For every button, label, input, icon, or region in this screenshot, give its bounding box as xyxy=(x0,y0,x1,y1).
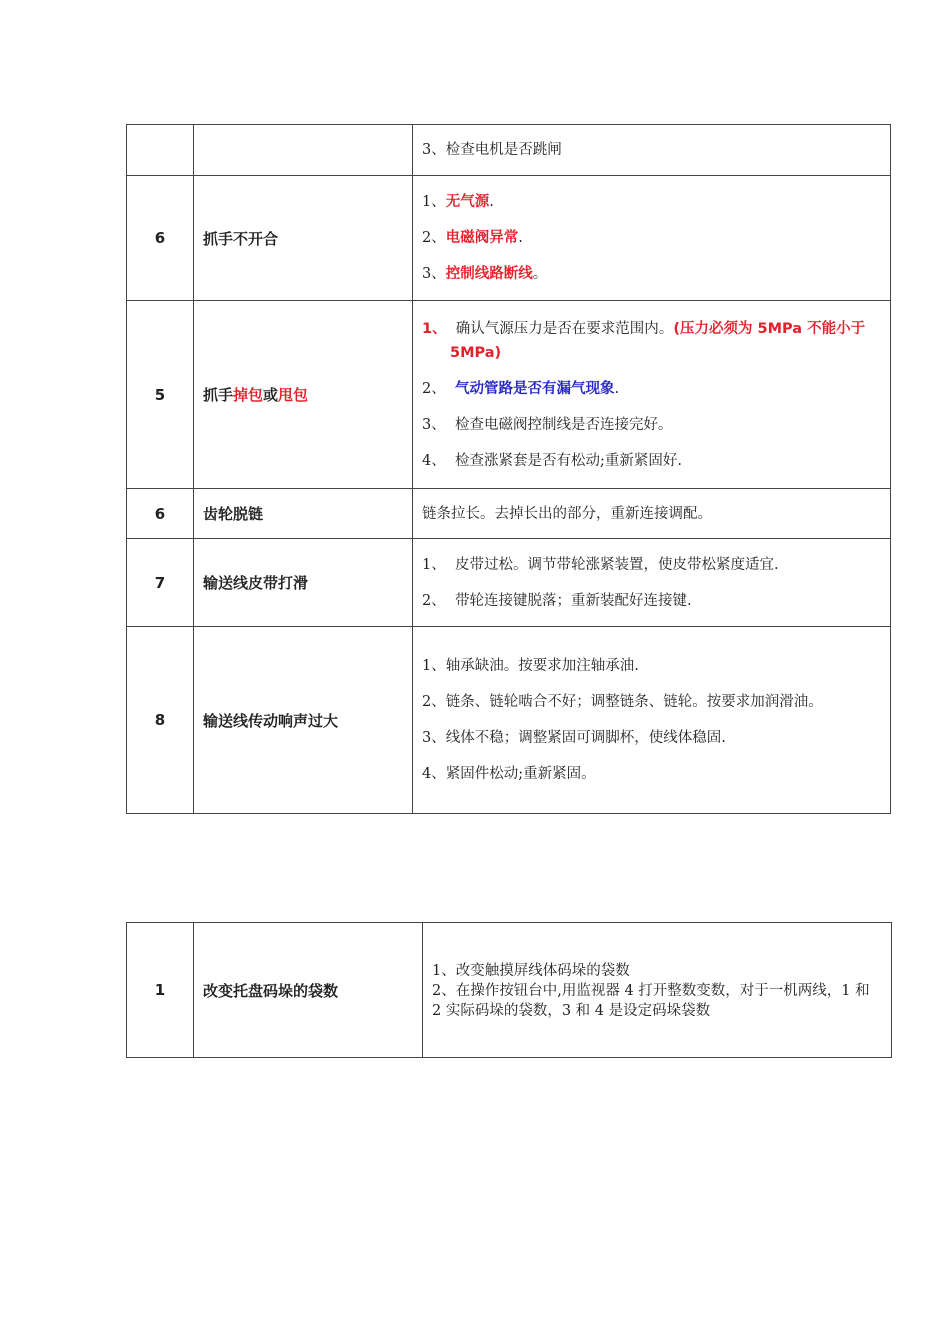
step-text: 3、线体不稳；调整紧固可调脚杯，使线体稳固. xyxy=(422,730,726,746)
fault-name: 输送线传动响声过大 xyxy=(194,627,413,814)
step-text: 气动管路是否有漏气现象 xyxy=(454,380,615,397)
stacking-table xyxy=(126,922,892,1058)
table-row xyxy=(127,627,891,814)
fault-name xyxy=(194,301,413,489)
solution-cell xyxy=(413,176,891,301)
step-text: 控制线路断线 xyxy=(445,266,533,282)
solution-step xyxy=(422,502,880,526)
step-text: 电磁阀异常 xyxy=(445,230,519,246)
step-text: 3、 xyxy=(422,266,446,282)
fault-text: 掉包 xyxy=(233,386,264,404)
table-row xyxy=(127,489,891,539)
solution-step xyxy=(422,726,880,750)
step-text: 2、 xyxy=(422,230,446,246)
solution-cell xyxy=(413,539,891,627)
solution-cell xyxy=(413,489,891,539)
solution-step xyxy=(422,449,880,473)
solution-step xyxy=(422,317,880,365)
step-text: 无气源 xyxy=(445,194,490,210)
solution-step xyxy=(422,553,880,577)
solution-cell xyxy=(413,627,891,814)
solution-cell xyxy=(413,125,891,176)
step-text: 。 xyxy=(532,266,548,282)
fault-name: 输送线皮带打滑 xyxy=(194,539,413,627)
step-text: 2、链条、链轮啮合不好；调整链条、链轮。按要求加润滑油。 xyxy=(422,694,823,710)
step-text: . xyxy=(614,380,620,397)
row-number: 5 xyxy=(127,301,194,489)
step-text: 确认气源压力是否在要求范围内。 xyxy=(446,320,674,337)
row-number xyxy=(127,125,194,176)
fault-text: 或 xyxy=(263,386,279,404)
table-row xyxy=(127,176,891,301)
solution-step xyxy=(422,262,880,286)
step-text: 链条拉长。去掉长出的部分，重新连接调配。 xyxy=(422,505,712,522)
step-text: 3、检查电机是否跳闸 xyxy=(422,142,562,158)
step-text: 1、轴承缺油。按要求加注轴承油. xyxy=(422,658,639,674)
step-text: (压力必须为 5MPa 不能小于 5MPa) xyxy=(450,320,871,361)
solution-step xyxy=(422,589,880,613)
row-number: 6 xyxy=(127,176,194,301)
solution-step xyxy=(422,138,880,162)
solution-step xyxy=(422,413,880,437)
step-text: . xyxy=(489,194,494,210)
row-number: 7 xyxy=(127,539,194,627)
fault-name xyxy=(194,125,413,176)
row-number: 1 xyxy=(127,923,194,1058)
solution-step xyxy=(422,690,880,714)
solution-step xyxy=(422,226,880,250)
step-text: 2、 xyxy=(422,380,455,397)
fault-text: 甩包 xyxy=(278,386,309,404)
solution-step xyxy=(422,762,880,786)
step-text: 3、 检查电磁阀控制线是否连接完好。 xyxy=(422,416,673,433)
step-text: 1、 皮带过松。调节带轮涨紧装置，使皮带松紧度适宜. xyxy=(422,556,779,573)
fault-name: 齿轮脱链 xyxy=(194,489,413,539)
solution-step xyxy=(422,377,880,401)
table-row xyxy=(127,125,891,176)
solution-cell xyxy=(413,301,891,489)
step-text: 4、紧固件松动;重新紧固。 xyxy=(422,766,596,782)
troubleshooting-table xyxy=(126,124,891,814)
fault-text: 抓手 xyxy=(203,386,234,404)
row-number: 8 xyxy=(127,627,194,814)
solution-step xyxy=(422,190,880,214)
fault-name: 改变托盘码垛的袋数 xyxy=(194,923,423,1058)
step-text: 2、 带轮连接键脱落；重新装配好连接键. xyxy=(422,592,692,609)
step-text: 1、 xyxy=(422,194,446,210)
solution-step xyxy=(422,654,880,678)
table-row xyxy=(127,539,891,627)
step-text: 1、 xyxy=(422,320,447,337)
step-text: . xyxy=(518,230,523,246)
table-row xyxy=(127,923,892,1058)
fault-name: 抓手不开合 xyxy=(194,176,413,301)
row-number: 6 xyxy=(127,489,194,539)
table-row xyxy=(127,301,891,489)
solution-cell xyxy=(423,923,892,1058)
solution-step: 2、在操作按钮台中,用监视器 4 打开整数变数，对于一机两线，1 和 2 实际码垛的袋数，3 和 4 是设定码垛袋数 xyxy=(432,983,870,1019)
step-text: 4、 检查涨紧套是否有松动;重新紧固好. xyxy=(422,452,682,469)
solution-step: 1、改变触摸屏线体码垛的袋数 xyxy=(432,963,630,979)
